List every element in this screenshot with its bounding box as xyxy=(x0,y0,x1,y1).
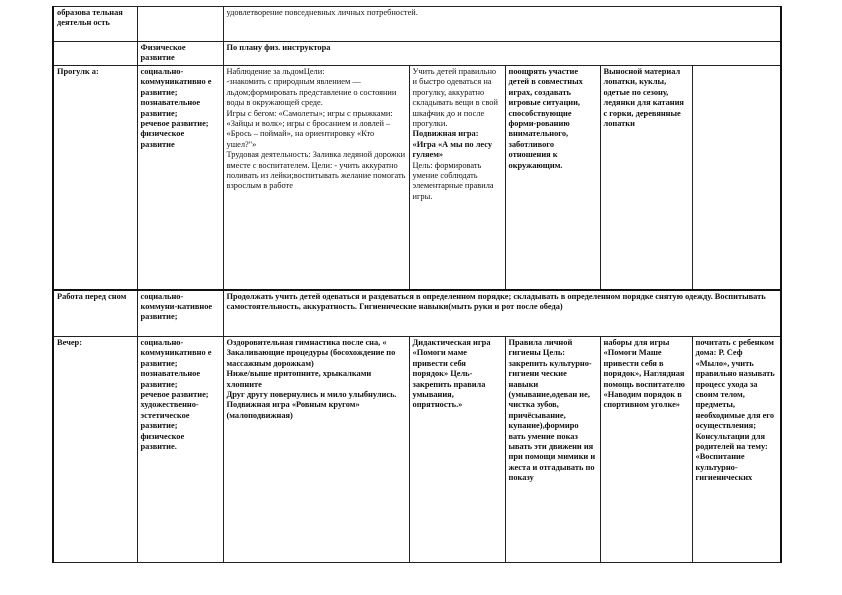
walk-main-1: Наблюдение за льдомЦели: xyxy=(226,67,325,76)
evening-main-5: Подвижная игра «Ровным кругом» (малоподвижная) xyxy=(226,400,360,420)
top-col2 xyxy=(137,7,223,42)
evening-main-1: Оздоровительная гимнастика после сна, « xyxy=(226,338,387,347)
evening-main-4: Друг другу повернулись и мило улыбнулись. xyxy=(226,390,397,400)
evening-main-2: Закаливающие процедуры (босохождение по массажным дорожкам) xyxy=(226,348,396,368)
walk-area-2: познавательное развитие; xyxy=(140,98,201,118)
walk-main-4: Трудовая деятельность: Заливка ледяной дорожки вместе с воспитателем. Цели: - учить аккуратно поливать из лейки;воспитывать желание помогать взрослым в работе xyxy=(226,150,406,191)
walk-individual-goal: Цель: формировать умение соблюдать элементарные правила игры. xyxy=(412,160,494,201)
walk-main-3: Игры с бегом: «Самолеты»; игры с прыжками: «Зайцы и волк»; игры с бросанием и ловлей – «Брось – поймай», на ориентировку «Кто ушел?"» xyxy=(226,108,393,149)
table-row-walk xyxy=(53,66,781,290)
walk-main xyxy=(223,66,409,290)
walk-area-3: речевое развитие; xyxy=(140,119,209,129)
evening-area-4: художественно-эстетическое развитие; xyxy=(140,400,199,431)
walk-area-1: социально-коммуникативно е развитие; xyxy=(140,67,212,97)
walk-material: Выносной материал лопатки, куклы, одетые по сезону, ледянки для катания с горки, деревянные лопатки xyxy=(600,66,692,290)
evening-area-5: физическое развитие. xyxy=(140,431,185,452)
evening-parents: почитать с ребенком дома: Р. Сеф «Мыло», учить правильно называть процесс ухода за своим телом, предметы, необходимые для его осуществления; Консультации для родителей на тему: «Воспитание культурно-гигиенических xyxy=(692,337,781,563)
evening-area-2: познавательное развитие; xyxy=(140,369,201,389)
top-col3: удовлетворение повседневных личных потребностей. xyxy=(223,7,781,42)
evening-hygiene: Правила личной гигиены Цель: закрепить культурно-гигиени ческие навыки (умывание,одеван ие, чистка зубов, причёсывание, купание),формиро вать умение показ ывать эти движени ия при помощи мимики и жеста и отгадывать по показу xyxy=(505,337,600,563)
walk-support: поощрять участие детей в совместных играх, создавать игровые ситуации, способствующие форми-рованию внимательного, заботливого отношения к окружающим. xyxy=(505,66,600,290)
walk-main-2: -знакомить с природным явлением — льдом;формировать представление о состоянии воды в окружающей среде. xyxy=(226,77,397,108)
phys-col1 xyxy=(53,42,137,66)
top-col1: образова тельная деятельн ость xyxy=(53,7,137,42)
evening-area-3: речевое развитие; xyxy=(140,390,209,400)
table-row-evening xyxy=(53,337,781,563)
before-sleep-areas: социально-коммуни-кативное развитие; xyxy=(137,290,223,337)
walk-individual xyxy=(409,66,505,290)
walk-individual-game: Подвижная игра: «Игра «А мы по лесу гуляем» xyxy=(412,129,493,160)
table-row-phys xyxy=(53,42,781,66)
walk-area-4: физическое развитие xyxy=(140,129,185,149)
walk-label: Прогулк а: xyxy=(53,66,137,290)
phys-content: По плану физ. инструктора xyxy=(223,42,781,66)
evening-label: Вечер: xyxy=(53,337,137,563)
table-row-before-sleep xyxy=(53,290,781,337)
evening-sets: наборы для игры «Помоги Маше привести себя в порядок», Наглядная помощь воспитателю «Наводим порядок в спортивном уголке» xyxy=(600,337,692,563)
phys-area: Физическое развитие xyxy=(137,42,223,66)
evening-main xyxy=(223,337,409,563)
evening-areas xyxy=(137,337,223,563)
evening-main-3: Ниже/выше притопните, хрыкалками хлопните xyxy=(226,369,372,389)
before-sleep-label: Работа перед сном xyxy=(53,290,137,337)
daily-plan-table xyxy=(52,6,782,563)
table-row-top xyxy=(53,7,781,42)
evening-didactic: Дидактическая игра «Помоги маме привести себя порядок» Цель-закрепить правила умывания, опрятность.» xyxy=(409,337,505,563)
before-sleep-content: Продолжать учить детей одеваться и раздеваться в определенном порядке; складывать в определенном порядке снятую одежду. Воспитывать самостоятельность, аккуратность. Гигиенические навыки(мыть руки и рот после обеда) xyxy=(223,290,781,337)
walk-col7 xyxy=(692,66,781,290)
walk-areas xyxy=(137,66,223,290)
evening-area-1: социально-коммуникативно е развитие; xyxy=(140,338,212,368)
walk-individual-text: Учить детей правильно и быстро одеваться на прогулку, аккуратно складывать вещи в свой шкафчик до и после прогулки. xyxy=(412,67,498,129)
